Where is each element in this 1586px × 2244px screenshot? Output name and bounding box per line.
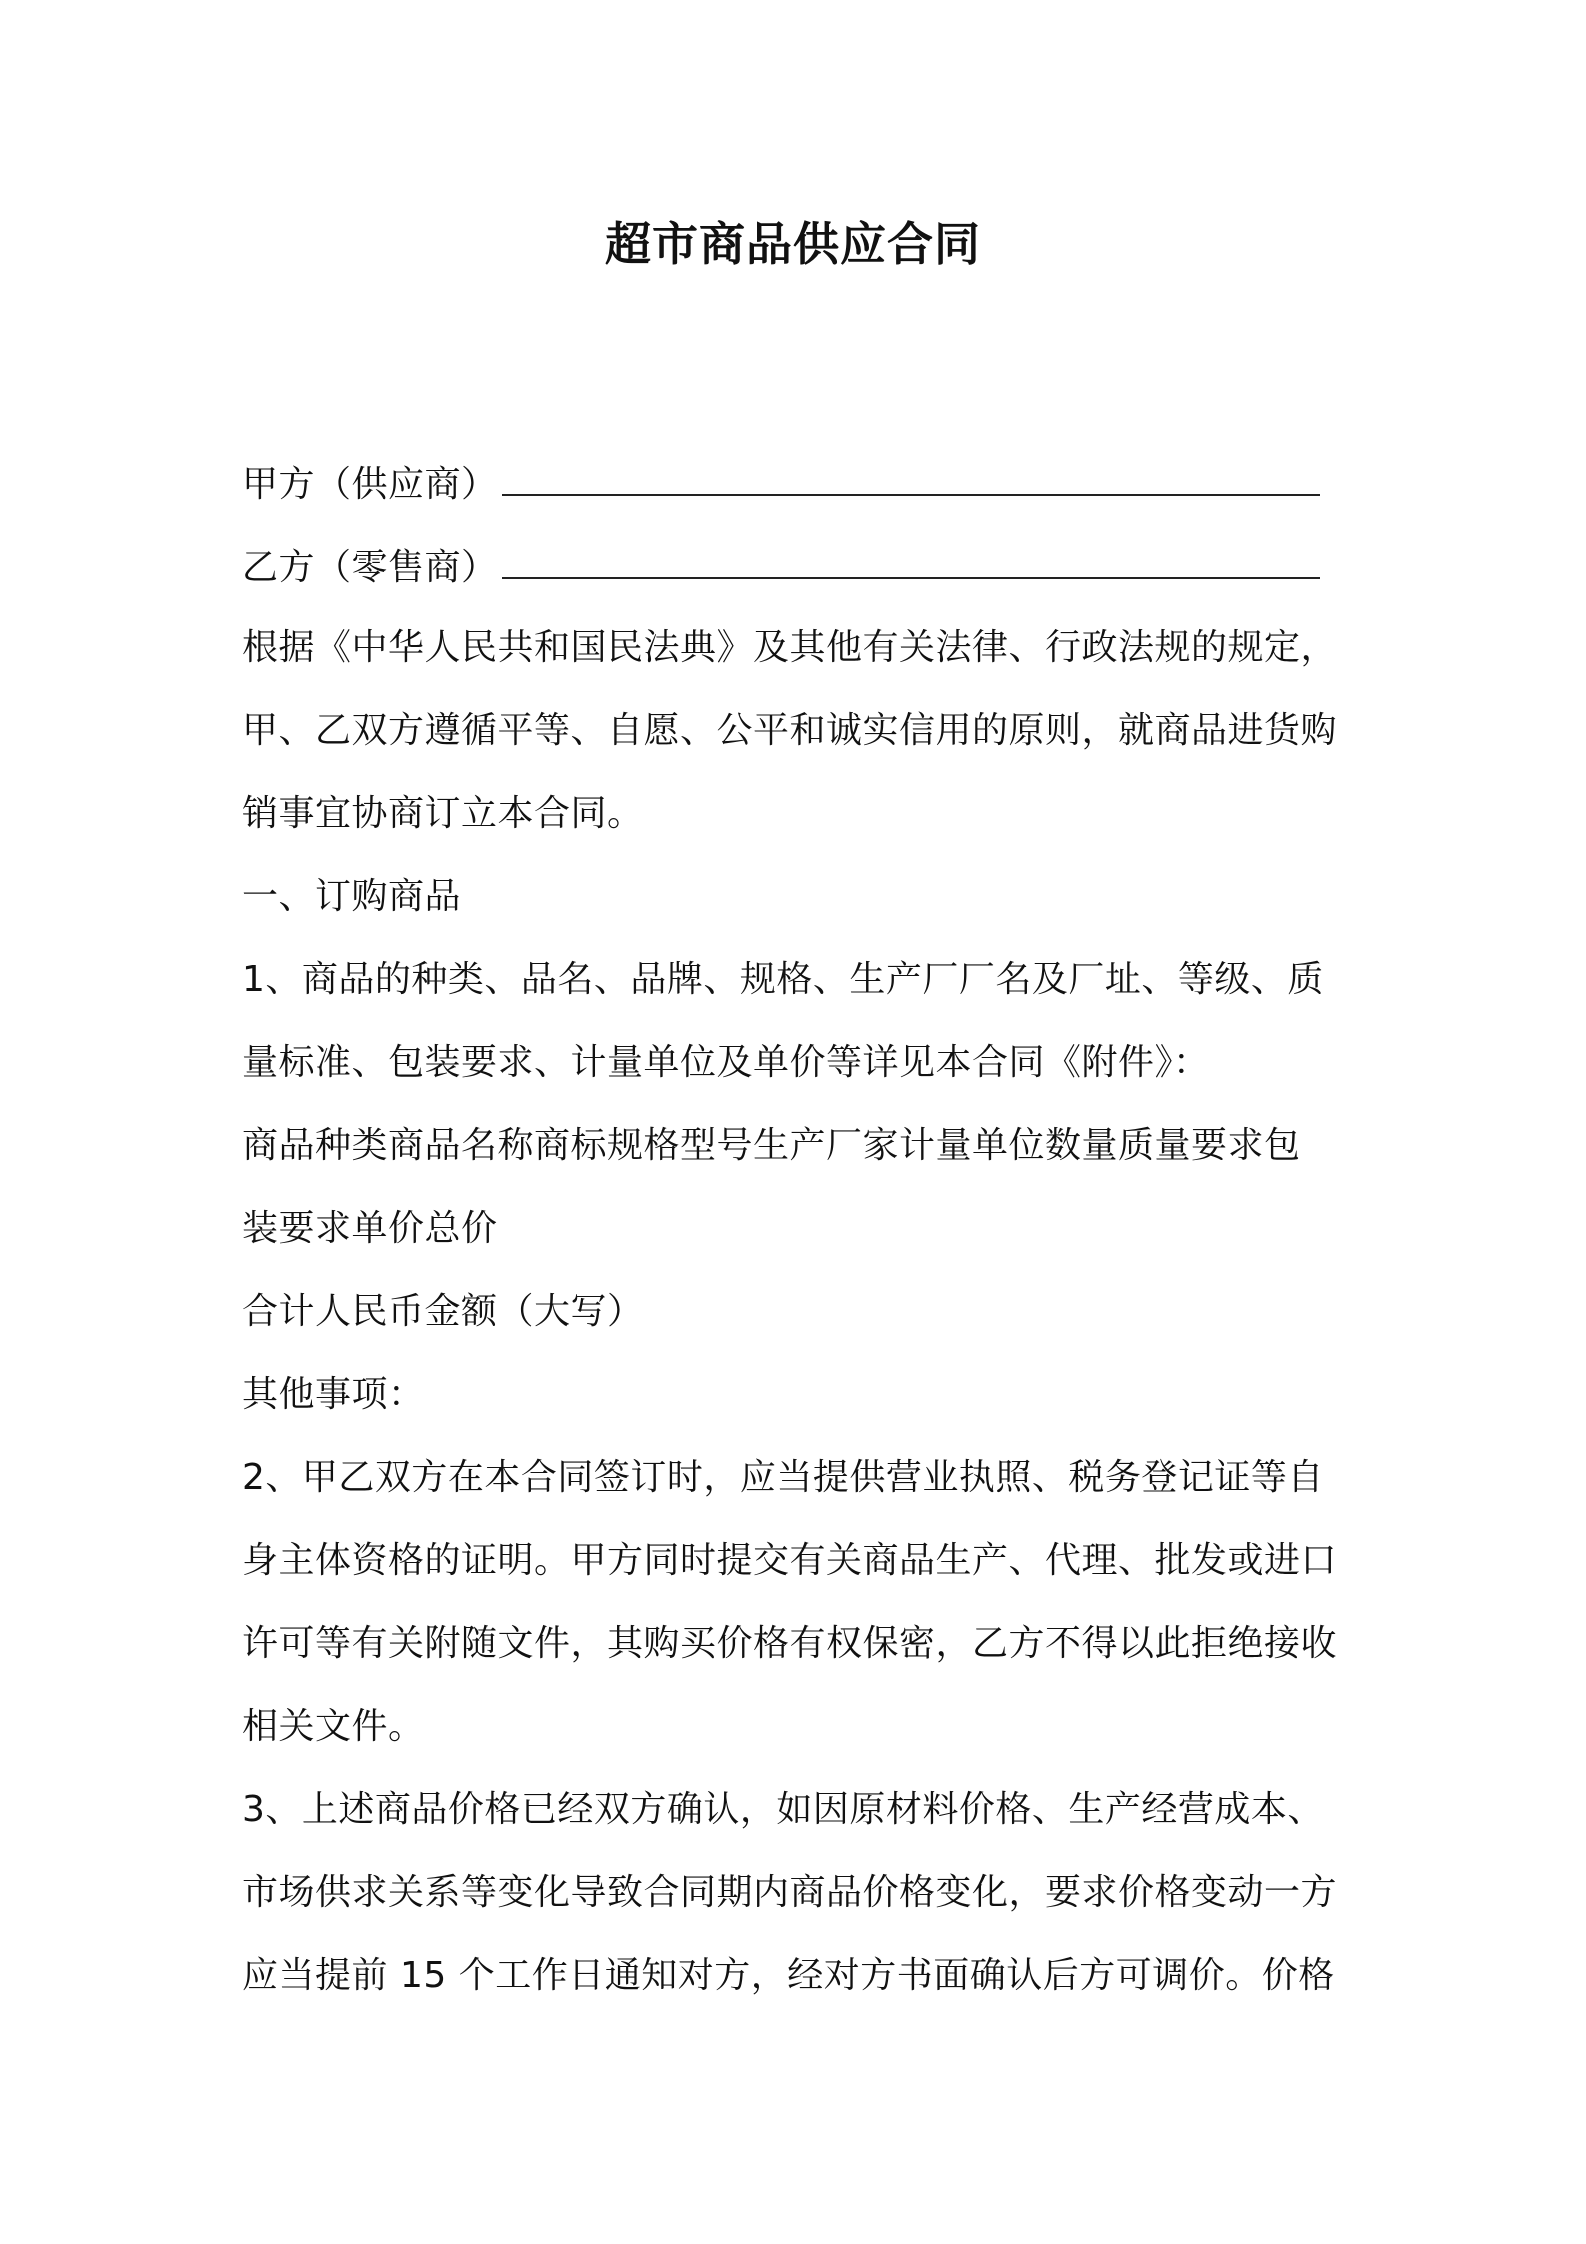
body-line: 合计人民币金额（大写）	[242, 1291, 644, 1332]
body-line: 装要求单价总价	[242, 1208, 498, 1249]
party-b-line	[242, 543, 1320, 593]
body-line: 许可等有关附随文件，其购买价格有权保密，乙方不得以此拒绝接收	[242, 1623, 1338, 1664]
body-line: 根据《中华人民共和国民法典》及其他有关法律、行政法规的规定，	[242, 627, 1338, 668]
party-a-blank[interactable]	[502, 466, 1320, 496]
document-title: 超市商品供应合同	[605, 217, 981, 271]
body-line: 其他事项：	[242, 1374, 425, 1415]
section-heading: 一、订购商品	[242, 876, 462, 917]
party-b-blank[interactable]	[502, 549, 1320, 579]
body-line: 商品种类商品名称商标规格型号生产厂家计量单位数量质量要求包	[242, 1125, 1301, 1166]
body-line: 销事宜协商订立本合同。	[242, 793, 644, 834]
body-line: 量标准、包装要求、计量单位及单价等详见本合同《附件》：	[242, 1042, 1210, 1083]
body-line: 市场供求关系等变化导致合同期内商品价格变化，要求价格变动一方	[242, 1872, 1338, 1913]
body-line: 1、商品的种类、品名、品牌、规格、生产厂厂名及厂址、等级、质	[242, 959, 1324, 1000]
party-a-line	[242, 460, 1320, 510]
body-line: 3、上述商品价格已经双方确认，如因原材料价格、生产经营成本、	[242, 1789, 1324, 1830]
body-line: 身主体资格的证明。甲方同时提交有关商品生产、代理、批发或进口	[242, 1540, 1338, 1581]
party-b-label: 乙方（零售商）	[242, 547, 498, 588]
body-line: 应当提前 15 个工作日通知对方，经对方书面确认后方可调价。价格	[242, 1955, 1335, 1996]
body-line: 2、甲乙双方在本合同签订时，应当提供营业执照、税务登记证等自	[242, 1457, 1324, 1498]
party-a-label: 甲方（供应商）	[242, 464, 498, 505]
body-line: 甲、乙双方遵循平等、自愿、公平和诚实信用的原则，就商品进货购	[242, 710, 1338, 751]
body-line: 相关文件。	[242, 1706, 425, 1747]
